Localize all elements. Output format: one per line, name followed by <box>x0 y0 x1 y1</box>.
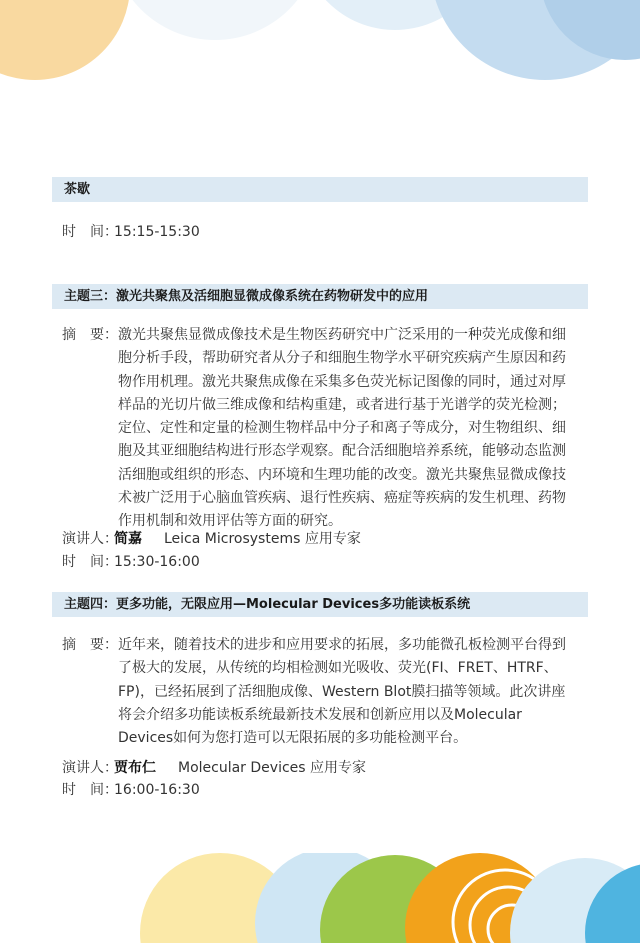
topic4-speaker-row <box>62 757 366 779</box>
abstract-label: 摘 要： <box>62 637 118 653</box>
top-decoration <box>0 0 640 100</box>
section-bar-topic4 <box>52 592 588 617</box>
speaker-label: 演讲人： <box>62 760 118 776</box>
abstract-line: 胞分析手段，帮助研究者从分子和细胞生物学水平研究疾病产生原因和药 <box>118 350 566 367</box>
topic4-time-row <box>62 779 200 801</box>
abstract-line: Devices如何为您打造可以无限拓展的多功能检测平台。 <box>118 730 468 747</box>
decor-swirl-icon <box>430 857 570 943</box>
topic3-abstract <box>62 324 588 534</box>
decor-circle-blue-2 <box>540 0 640 60</box>
abstract-line: 将会介绍多功能读板系统最新技术发展和创新应用以及Molecular <box>118 706 522 723</box>
abstract-line: 样品的光切片做三维成像和结构重建，或者进行基于光谱学的荧光检测； <box>118 396 566 413</box>
abstract-line: 了极大的发展，从传统的均相检测如光吸收、荧光(FI、FRET、HTRF、 <box>118 660 558 677</box>
abstract-line: 近年来，随着技术的进步和应用要求的拓展，多功能微孔板检测平台得到 <box>118 637 566 653</box>
abstract-line: 激光共聚焦显微成像技术是生物医药研究中广泛采用的一种荧光成像和细 <box>118 327 566 343</box>
time-value: 15:15-15:30 <box>114 224 200 240</box>
abstract-line: 胞及其亚细胞结构进行形态学观察。配合活细胞培养系统，能够动态监测 <box>118 443 566 460</box>
abstract-line: 术被广泛用于心脑血管疾病、退行性疾病、癌症等疾病的发生机理、药物 <box>118 490 566 507</box>
abstract-line: 定位、定性和定量的检测生物样品中分子和离子等成分，对生物组织、细 <box>118 420 566 437</box>
speaker-label: 演讲人： <box>62 531 118 547</box>
topic3-time-row <box>62 551 200 573</box>
time-label: 时 间： <box>62 224 118 240</box>
decor-circle-lightblue <box>255 853 405 943</box>
topic3-speaker-row <box>62 528 361 550</box>
time-value: 16:00-16:30 <box>114 782 200 798</box>
abstract-label: 摘 要： <box>62 327 118 343</box>
speaker-role: Molecular Devices 应用专家 <box>178 760 367 776</box>
decor-circle-yellow <box>0 0 130 80</box>
time-label: 时 间： <box>62 554 118 570</box>
speaker-role: Leica Microsystems 应用专家 <box>164 531 361 547</box>
abstract-line: 物作用机理。激光共聚焦成像在采集多色荧光标记图像的同时，通过对厚 <box>118 373 566 390</box>
section-bar-topic3 <box>52 284 588 309</box>
decor-circle-blue <box>430 0 640 80</box>
speaker-name: 贾布仁 <box>114 760 156 776</box>
time-value: 15:30-16:00 <box>114 554 200 570</box>
abstract-line: 作用机制和效用评估等方面的研究。 <box>118 513 342 530</box>
decor-circle-lightblue <box>300 0 490 30</box>
section-bar-tea-break <box>52 177 588 202</box>
decor-circle-paleblue <box>510 858 640 943</box>
decor-circle-lightyellow <box>140 853 300 943</box>
decor-circle-orange <box>405 853 555 943</box>
topic4-abstract <box>62 634 588 750</box>
time-label: 时 间： <box>62 782 118 798</box>
abstract-line: 活细胞或组织的形态、内环境和生理功能的改变。激光共聚焦显微成像技 <box>118 466 566 483</box>
decor-circle-green <box>320 855 470 943</box>
abstract-line: FP)，已经拓展到了活细胞成像、Western Blot膜扫描等领域。此次讲座 <box>118 683 566 700</box>
abstract-text <box>118 324 588 534</box>
bottom-decoration <box>0 853 640 943</box>
decor-circle-white <box>110 0 320 40</box>
topic4-title: 主题四：更多功能，无限应用—Molecular Devices多功能读板系统 <box>64 597 471 612</box>
speaker-name: 简嘉 <box>114 531 142 547</box>
tea-break-title: 茶歇 <box>64 182 91 197</box>
decor-circle-cyan <box>585 863 640 943</box>
tea-break-time-row <box>62 221 200 243</box>
abstract-text <box>118 634 588 750</box>
topic3-title: 主题三：激光共聚焦及活细胞显微成像系统在药物研发中的应用 <box>64 289 429 304</box>
